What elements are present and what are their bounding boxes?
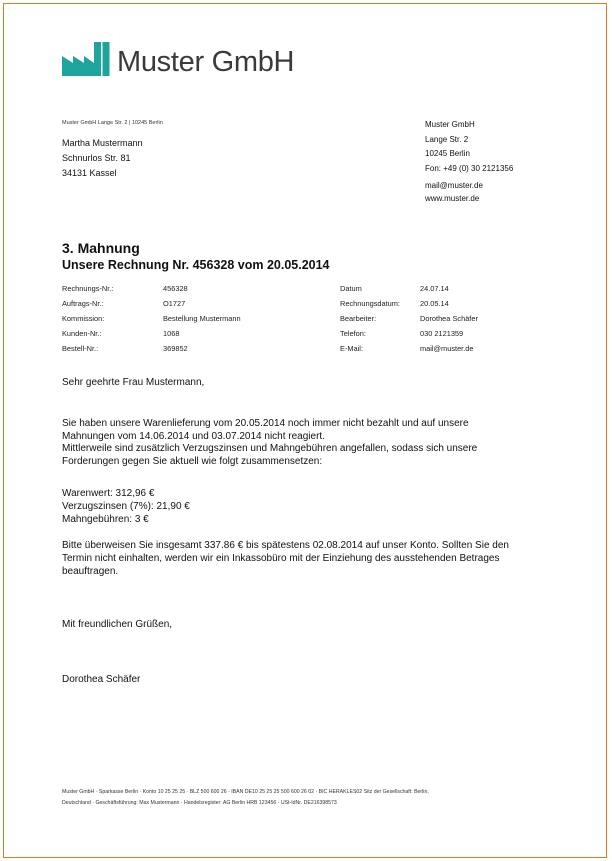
- company-city: 10245 Berlin: [425, 149, 470, 158]
- meta-value: 369852: [163, 344, 188, 353]
- company-contact: [425, 180, 483, 205]
- meta-label: Kommission:: [62, 314, 105, 323]
- body-line: beauftragen.: [62, 566, 119, 577]
- body-line: Mahnungen vom 14.06.2014 und 03.07.2014 nicht reagiert.: [62, 430, 325, 442]
- cost-item-goods: Warenwert: 312,96 €: [62, 488, 155, 499]
- recipient-street: Schnurlos Str. 81: [62, 153, 131, 163]
- meta-label: Rechnungs-Nr.:: [62, 284, 114, 293]
- meta-label: Rechnungsdatum:: [340, 299, 400, 308]
- body-line: Bitte überweisen Sie insgesamt 337.86 € bis spätestens 02.08.2014 auf unser Konto. Sollten Sie den: [62, 540, 509, 551]
- meta-value: 456328: [163, 284, 188, 293]
- meta-value: O1727: [163, 299, 186, 308]
- footer-line: Deutschland · Geschäftsführung: Max Mustermann · Handelsregister: AG Berlin HRB 123456 · USt-IdNr. DE216398573: [62, 799, 337, 806]
- signer-name: Dorothea Schäfer: [62, 674, 141, 685]
- meta-label: Bearbeiter:: [340, 314, 377, 323]
- meta-label: Bestell-Nr.:: [62, 344, 99, 353]
- recipient-name: Martha Mustermann: [62, 138, 143, 148]
- company-name: Muster GmbH: [425, 120, 475, 129]
- body-paragraph-1: [62, 418, 477, 468]
- meta-label: E-Mail:: [340, 344, 363, 353]
- body-line: Forderungen gegen Sie aktuell wie folgt zusammensetzen:: [62, 455, 323, 467]
- company-website: www.muster.de: [425, 193, 480, 203]
- cost-item-fees: Mahngebühren: 3 €: [62, 514, 149, 525]
- body-line: Sie haben unsere Warenlieferung vom 20.05.2014 noch immer nicht bezahlt und auf unsere: [62, 418, 469, 429]
- meta-value: Dorothea Schäfer: [420, 314, 478, 323]
- cost-item-interest: Verzugszinsen (7%): 21,90 €: [62, 501, 190, 512]
- meta-value: mail@muster.de: [420, 344, 474, 353]
- company-street: Lange Str. 2: [425, 134, 469, 144]
- company-address: [425, 118, 513, 176]
- company-phone: Fon: +49 (0) 30 2121356: [425, 163, 514, 173]
- footer-line: Muster GmbH · Sparkasse Berlin · Konto 10 25 25 25 · BLZ 500 600 26 · IBAN DE10 25 25 25 500 600 26 02 · BIC HERAKLES02 Sitz der Gesellschaft: Berlin,: [62, 789, 429, 795]
- closing-phrase: Mit freundlichen Grüßen,: [62, 619, 173, 630]
- meta-label: Datum: [340, 284, 362, 293]
- meta-value: Bestellung Mustermann: [163, 314, 241, 323]
- meta-label: Kunden-Nr.:: [62, 329, 102, 338]
- company-email: mail@muster.de: [425, 181, 483, 190]
- salutation: Sehr geehrte Frau Mustermann,: [62, 377, 205, 388]
- factory-icon: [62, 42, 110, 76]
- meta-value: 24.07.14: [420, 284, 449, 293]
- recipient-city: 34131 Kassel: [62, 168, 117, 178]
- document-subheading: Unsere Rechnung Nr. 456328 vom 20.05.2014: [62, 258, 330, 272]
- meta-value: 20.05.14: [420, 299, 449, 308]
- meta-value: 030 2121359: [420, 329, 464, 338]
- recipient-address: [62, 136, 143, 181]
- footer-bank-details: [62, 787, 429, 808]
- meta-label: Auftrags-Nr.:: [62, 299, 104, 308]
- company-logo-name: Muster GmbH: [117, 46, 295, 78]
- body-line: Mittlerweile sind zusätzlich Verzugszinsen und Mahngebühren angefallen, sodass sich unsere: [62, 443, 478, 454]
- document-heading: 3. Mahnung: [62, 240, 140, 256]
- body-line: Termin nicht einhalten, werden wir ein Inkassobüro mit der Einziehung des ausstehenden Betrages: [62, 553, 500, 564]
- meta-value: 1068: [163, 329, 180, 338]
- sender-address-line: Muster GmbH Lange Str. 2 | 10245 Berlin: [62, 120, 163, 126]
- body-paragraph-2: [62, 539, 509, 578]
- cost-breakdown: [62, 487, 190, 526]
- meta-label: Telefon:: [340, 329, 366, 338]
